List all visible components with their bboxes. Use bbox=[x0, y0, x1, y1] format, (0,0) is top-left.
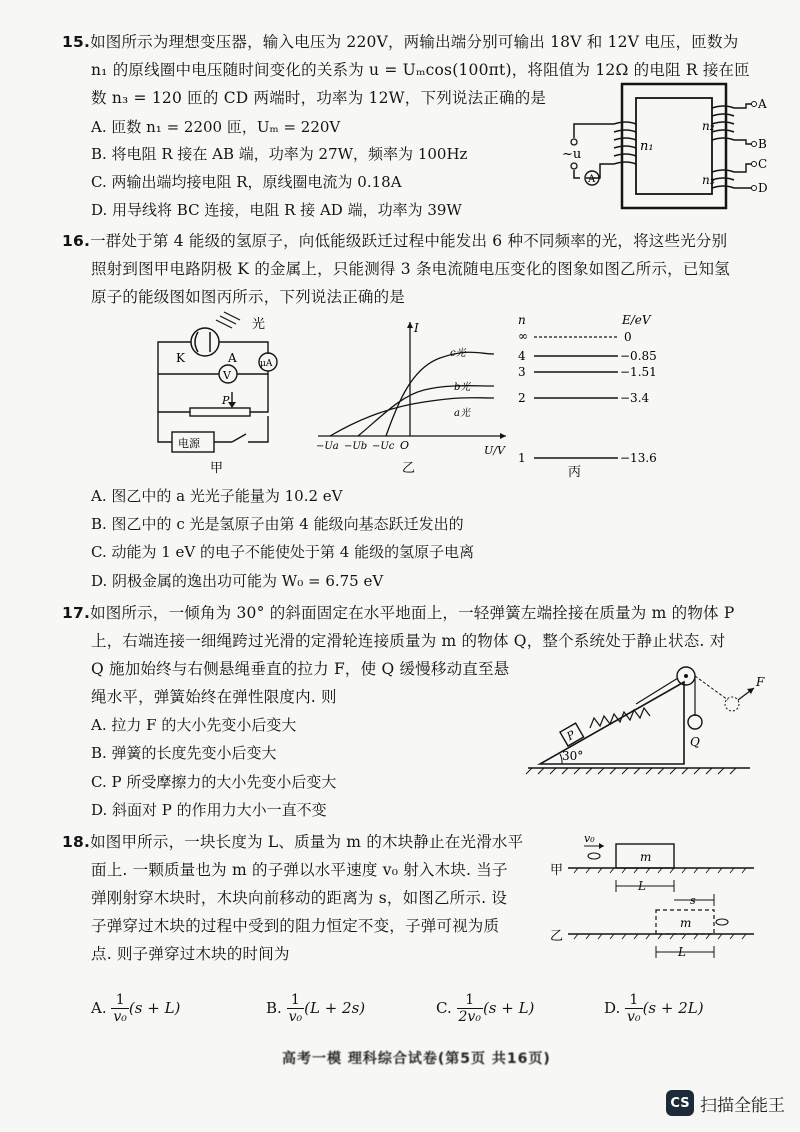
level-2-e: −3.4 bbox=[620, 391, 650, 405]
ua-label: −Ua bbox=[316, 441, 339, 452]
i-axis-label: I bbox=[414, 321, 419, 335]
q18-line2: 面上. 一颗质量也为 m 的子弹以水平速度 v₀ 射入木块. 当子 bbox=[91, 861, 508, 879]
q16-circuit-figure bbox=[150, 318, 290, 478]
q17-number: 17. bbox=[62, 604, 91, 622]
rope-incline bbox=[636, 678, 678, 704]
q15-number: 15. bbox=[62, 33, 91, 51]
q16-option-c: C. 动能为 1 eV 的电子不能使处于第 4 能级的氢原子电离 bbox=[91, 543, 475, 561]
q15-line2: n₁ 的原线圈中电压随时间变化的关系为 u = Uₘcos(100πt)，将阻值为 12Ω 的电阻 R 接在匝 bbox=[91, 61, 750, 79]
angle-label: 30° bbox=[562, 749, 584, 763]
terminal-c: C bbox=[758, 157, 768, 171]
q16-line1: 16.一群处于第 4 能级的氢原子，向低能级跃迁过程中能发出 6 种不同频率的光，将这些光分别 bbox=[62, 232, 728, 250]
q16-line2: 照射到图甲电路阴极 K 的金属上，只能测得 3 条电流随电压变化的图象如图乙所示，已知氢 bbox=[91, 260, 730, 278]
n1-label: n₁ bbox=[640, 139, 654, 154]
q16-energy-level-diagram bbox=[510, 310, 680, 480]
q18-line1: 18.如图甲所示，一块长度为 L、质量为 m 的木块静止在光滑水平 bbox=[62, 833, 524, 851]
fig-yi-label: 乙 bbox=[550, 929, 564, 944]
secondary-coil-n3 bbox=[712, 170, 734, 188]
q17-incline-figure bbox=[528, 656, 768, 776]
voltmeter-label: V bbox=[223, 369, 231, 382]
level-inf-n: ∞ bbox=[518, 329, 528, 343]
q18-option-a: A. $\frac{1}{\text{v₀}}$ (s + L) bbox=[91, 991, 181, 1025]
anode-label: A bbox=[228, 351, 237, 365]
dimension-l-bottom-label: L bbox=[678, 945, 686, 959]
scanner-watermark bbox=[666, 1088, 785, 1118]
terminal-a: A bbox=[758, 97, 767, 111]
ammeter-label: A bbox=[588, 174, 596, 185]
n-header: n bbox=[518, 313, 526, 327]
camscanner-logo-icon: CS bbox=[666, 1090, 694, 1116]
level-1-n: 1 bbox=[518, 451, 526, 465]
bullet-before bbox=[588, 853, 600, 859]
origin-label: O bbox=[400, 439, 410, 452]
secondary-coil-n2 bbox=[712, 106, 734, 140]
q15-line3: 数 n₃ = 120 匝的 CD 两端时，功率为 12W，下列说法正确的是 bbox=[91, 89, 547, 107]
level-1-e: −13.6 bbox=[620, 451, 657, 465]
svg-text:P: P bbox=[564, 728, 578, 744]
fig-jia-label: 甲 bbox=[550, 863, 564, 878]
page-footer: 高考一模 理科综合试卷(第5页 共16页) bbox=[282, 1051, 551, 1067]
curve-c bbox=[386, 352, 494, 436]
level-3-e: −1.51 bbox=[620, 365, 657, 379]
microammeter-label: μA bbox=[260, 359, 273, 369]
fig-bing-caption: 丙 bbox=[568, 465, 582, 480]
q15-line1: 15.如图所示为理想变压器，输入电压为 220V，两输出端分别可输出 18V 和 12V 电压，匝数为 bbox=[62, 33, 739, 51]
curve-b-label: b光 bbox=[454, 382, 471, 393]
q18-option-b-fraction: $\frac{1}{\text{v₀}}$ bbox=[288, 991, 303, 1025]
primary-coil bbox=[614, 122, 636, 164]
rheostat bbox=[190, 408, 250, 416]
level-4-e: −0.85 bbox=[620, 349, 657, 363]
e-header: E/eV bbox=[622, 313, 651, 327]
dimension-l-top-label: L bbox=[638, 879, 646, 893]
level-4-n: 4 bbox=[518, 349, 526, 363]
power-source-label: 电源 bbox=[178, 437, 200, 450]
fig-jia-caption: 甲 bbox=[210, 461, 224, 476]
q17-line3: Q 施加始终与右侧悬绳垂直的拉力 F，使 Q 缓慢移动直至悬 bbox=[91, 660, 510, 678]
q17-option-d: D. 斜面对 P 的作用力大小一直不变 bbox=[91, 801, 327, 819]
ub-label: −Ub bbox=[344, 441, 368, 452]
q18-option-c: C. $\frac{1}{\text{2v₀}}$ (s + L) bbox=[436, 991, 535, 1025]
q16-option-d: D. 阴极金属的逸出功可能为 W₀ = 6.75 eV bbox=[91, 572, 384, 590]
cathode-label: K bbox=[176, 351, 185, 365]
q18-line3: 弹刚射穿木块时，木块向前移动的距离为 s，如图乙所示. 设 bbox=[91, 889, 508, 907]
block-p bbox=[560, 723, 584, 746]
q16-number: 16. bbox=[62, 232, 91, 250]
q15-transformer-figure bbox=[560, 78, 768, 218]
q18-option-c-fraction: $\frac{1}{\text{2v₀}}$ bbox=[458, 991, 481, 1025]
q17-line2: 上，右端连接一细绳跨过光滑的定滑轮连接质量为 m 的物体 Q，整个系统处于静止状态. 对 bbox=[91, 632, 726, 650]
q18-number: 18. bbox=[62, 833, 91, 851]
curve-b bbox=[358, 386, 494, 436]
q16-line3: 原子的能级图如图丙所示，下列说法正确的是 bbox=[91, 288, 406, 306]
level-3-n: 3 bbox=[518, 365, 526, 379]
q17-line4: 绳水平，弹簧始终在弹性限度内. 则 bbox=[91, 688, 337, 706]
n2-label: n₂ bbox=[702, 119, 715, 133]
block-final-m-label: m bbox=[680, 916, 692, 930]
q15-option-b: B. 将电阻 R 接在 AB 端，功率为 27W，频率为 100Hz bbox=[91, 145, 468, 163]
q18-line4: 子弹穿过木块的过程中受到的阻力恒定不变，子弹可视为质 bbox=[91, 917, 500, 935]
transformer-core bbox=[622, 84, 726, 208]
block-q bbox=[688, 715, 702, 729]
level-2-n: 2 bbox=[518, 391, 526, 405]
q16-iu-graph bbox=[314, 318, 514, 478]
uc-label: −Uc bbox=[372, 441, 395, 452]
q18-line5: 点. 则子弹穿过木块的时间为 bbox=[91, 945, 290, 963]
input-voltage-label: ~u bbox=[562, 147, 582, 162]
v0-label: v₀ bbox=[584, 832, 595, 845]
dimension-s-label: s bbox=[690, 894, 696, 907]
q16-option-b: B. 图乙中的 c 光是氢原子由第 4 能级向基态跃迁发出的 bbox=[91, 515, 464, 533]
q18-option-d: D. $\frac{1}{\text{v₀}}$ (s + 2L) bbox=[604, 991, 704, 1025]
q-label: Q bbox=[690, 735, 700, 749]
q17-line1: 17.如图所示，一倾角为 30° 的斜面固定在水平地面上，一轻弹簧左端拴接在质量为 m 的物体 P bbox=[62, 604, 735, 622]
q18-option-b: B. $\frac{1}{\text{v₀}}$ (L + 2s) bbox=[266, 991, 366, 1025]
watermark-text: 扫描全能王 bbox=[700, 1095, 785, 1116]
curve-a-label: a光 bbox=[454, 408, 470, 419]
terminal-b: B bbox=[758, 137, 767, 151]
q16-option-a: A. 图乙中的 a 光光子能量为 10.2 eV bbox=[91, 487, 343, 505]
q18-block-figure bbox=[548, 830, 758, 970]
curve-c-label: c光 bbox=[450, 348, 466, 359]
f-label: F bbox=[756, 675, 765, 689]
level-inf-e: 0 bbox=[624, 330, 632, 344]
q17-option-a: A. 拉力 F 的大小先变小后变大 bbox=[91, 716, 297, 734]
fig-yi-caption: 乙 bbox=[402, 461, 416, 476]
q15-option-c: C. 两输出端均接电阻 R，原线圈电流为 0.18A bbox=[91, 173, 402, 191]
light-label: 光 bbox=[252, 317, 266, 332]
terminal-d: D bbox=[758, 181, 768, 195]
bullet-after bbox=[716, 919, 728, 925]
q15-option-a: A. 匝数 n₁ = 2200 匝，Uₘ = 220V bbox=[91, 118, 341, 136]
q18-option-a-fraction: $\frac{1}{\text{v₀}}$ bbox=[113, 991, 127, 1025]
q17-option-c: C. P 所受摩擦力的大小先变小后变大 bbox=[91, 773, 337, 791]
slider-label: P bbox=[222, 394, 230, 407]
q18-option-d-fraction: $\frac{1}{\text{v₀}}$ bbox=[627, 991, 641, 1025]
n3-label: n₃ bbox=[702, 173, 715, 187]
q17-option-b: B. 弹簧的长度先变小后变大 bbox=[91, 744, 277, 762]
u-axis-label: U/V bbox=[484, 444, 505, 457]
block-m-label: m bbox=[640, 850, 652, 864]
block-q-dashed bbox=[725, 697, 739, 711]
rope-dashed bbox=[695, 676, 728, 700]
q15-option-d: D. 用导线将 BC 连接，电阻 R 接 AD 端，功率为 39W bbox=[91, 201, 462, 219]
